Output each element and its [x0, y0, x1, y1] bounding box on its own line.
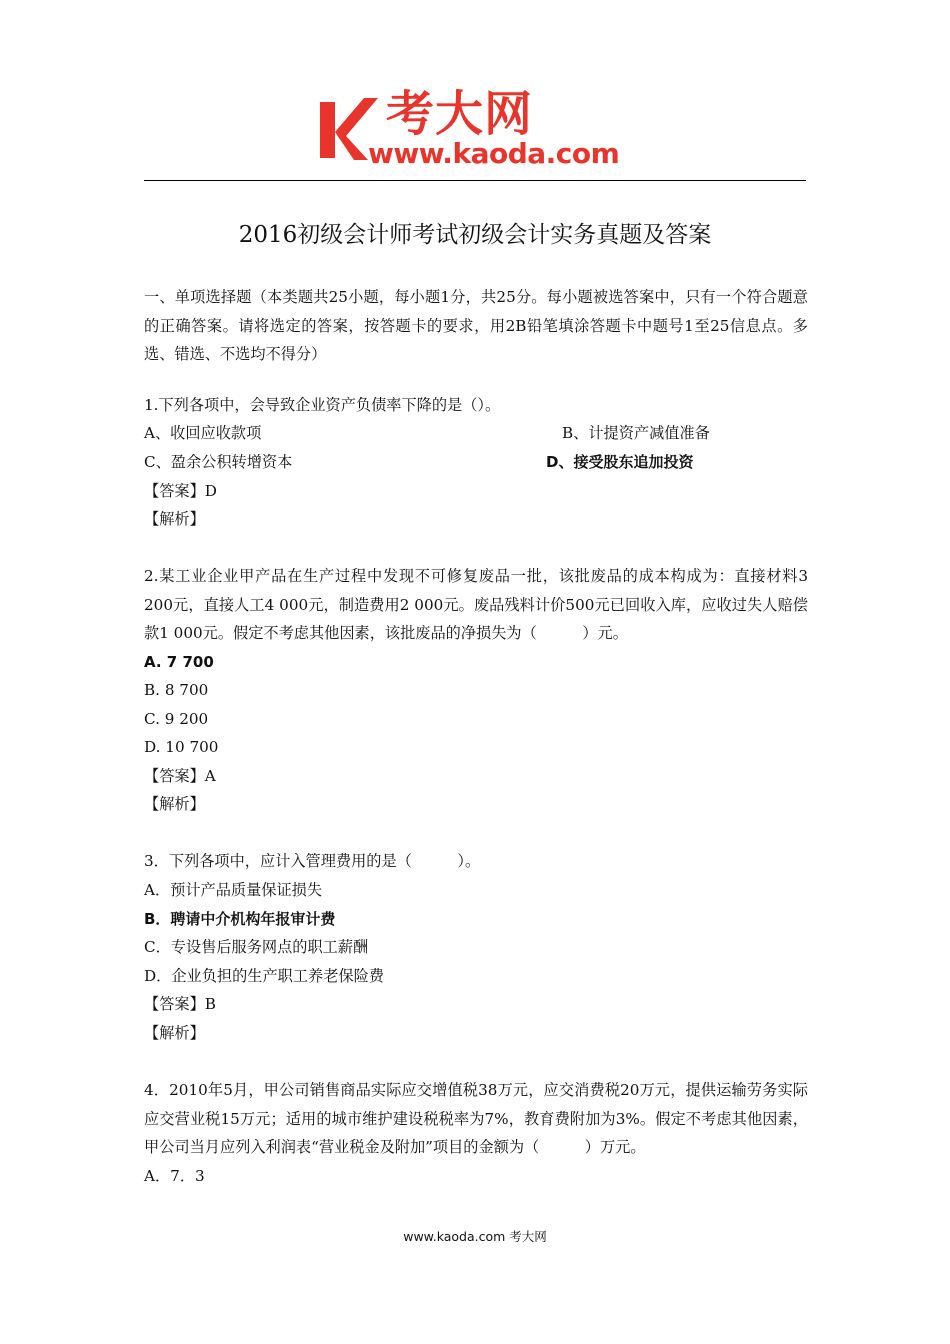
question-4-stem: 4．2010年5月，甲公司销售商品实际应交增值税38万元，应交消费税20万元，提供运输劳务实际应交营业税15万元；适用的城市维护建设税税率为7%，教育费附加为3%。假定不考虑其他因素，甲公司当月应列入利润表“营业税金及附加”项目的金额为（ ）万元。	[144, 1081, 808, 1157]
question-3-option-b: B．聘请中介机构年报审计费	[144, 910, 336, 928]
kaoda-logo	[318, 86, 648, 178]
document-title: 2016初级会计师考试初级会计实务真题及答案	[238, 222, 712, 248]
question-2-answer: 【答案】A	[144, 767, 216, 785]
question-3-option-d: D．企业负担的生产职工养老保险费	[144, 967, 384, 985]
question-2-option-a: A. 7 700	[144, 653, 214, 671]
question-3-stem: 3．下列各项中，应计入管理费用的是（ ）。	[144, 852, 481, 870]
question-1-answer: 【答案】D	[144, 482, 217, 500]
question-3-option-a: A．预计产品质量保证损失	[144, 881, 323, 899]
question-2-option-d: D. 10 700	[144, 738, 219, 756]
question-2-stem: 2.某工业企业甲产品在生产过程中发现不可修复废品一批，该批废品的成本构成为：直接材料3 200元，直接人工4 000元，制造费用2 000元。废品残料计价500元已回收入库，应收过失人赔偿款1 000元。假定不考虑其他因素，该批废品的净损失为（ ）元。	[144, 567, 808, 643]
question-4-option-a: A．7．3	[144, 1167, 205, 1185]
question-1-option-b: B、计提资产减值准备	[562, 424, 710, 442]
question-2-option-c: C. 9 200	[144, 710, 209, 728]
header-divider	[144, 180, 806, 181]
logo-url: www.kaoda.com	[368, 137, 620, 170]
logo-text-cn: 考大网	[386, 86, 534, 142]
question-1-analysis: 【解析】	[144, 510, 205, 528]
question-1-option-c: C、盈余公积转增资本	[144, 453, 293, 471]
page-footer: www.kaoda.com 考大网	[403, 1229, 547, 1244]
question-2-option-b: B. 8 700	[144, 681, 209, 699]
question-1-stem: 1.下列各项中，会导致企业资产负债率下降的是（）。	[144, 396, 501, 414]
question-2-analysis: 【解析】	[144, 795, 205, 813]
question-3-option-c: C．专设售后服务网点的职工薪酬	[144, 938, 369, 956]
question-1-option-d: D、接受股东追加投资	[546, 453, 694, 471]
section-intro: 一、单项选择题（本类题共25小题，每小题1分，共25分。每小题被选答案中，只有一个符合题意的正确答案。请将选定的答案，按答题卡的要求，用2B铅笔填涂答题卡中题号1至25信息点。多选、错选、不选均不得分）	[144, 288, 808, 364]
question-3-answer: 【答案】B	[144, 995, 216, 1013]
question-3-analysis: 【解析】	[144, 1024, 205, 1042]
question-1-option-a: A、收回应收款项	[144, 424, 262, 442]
